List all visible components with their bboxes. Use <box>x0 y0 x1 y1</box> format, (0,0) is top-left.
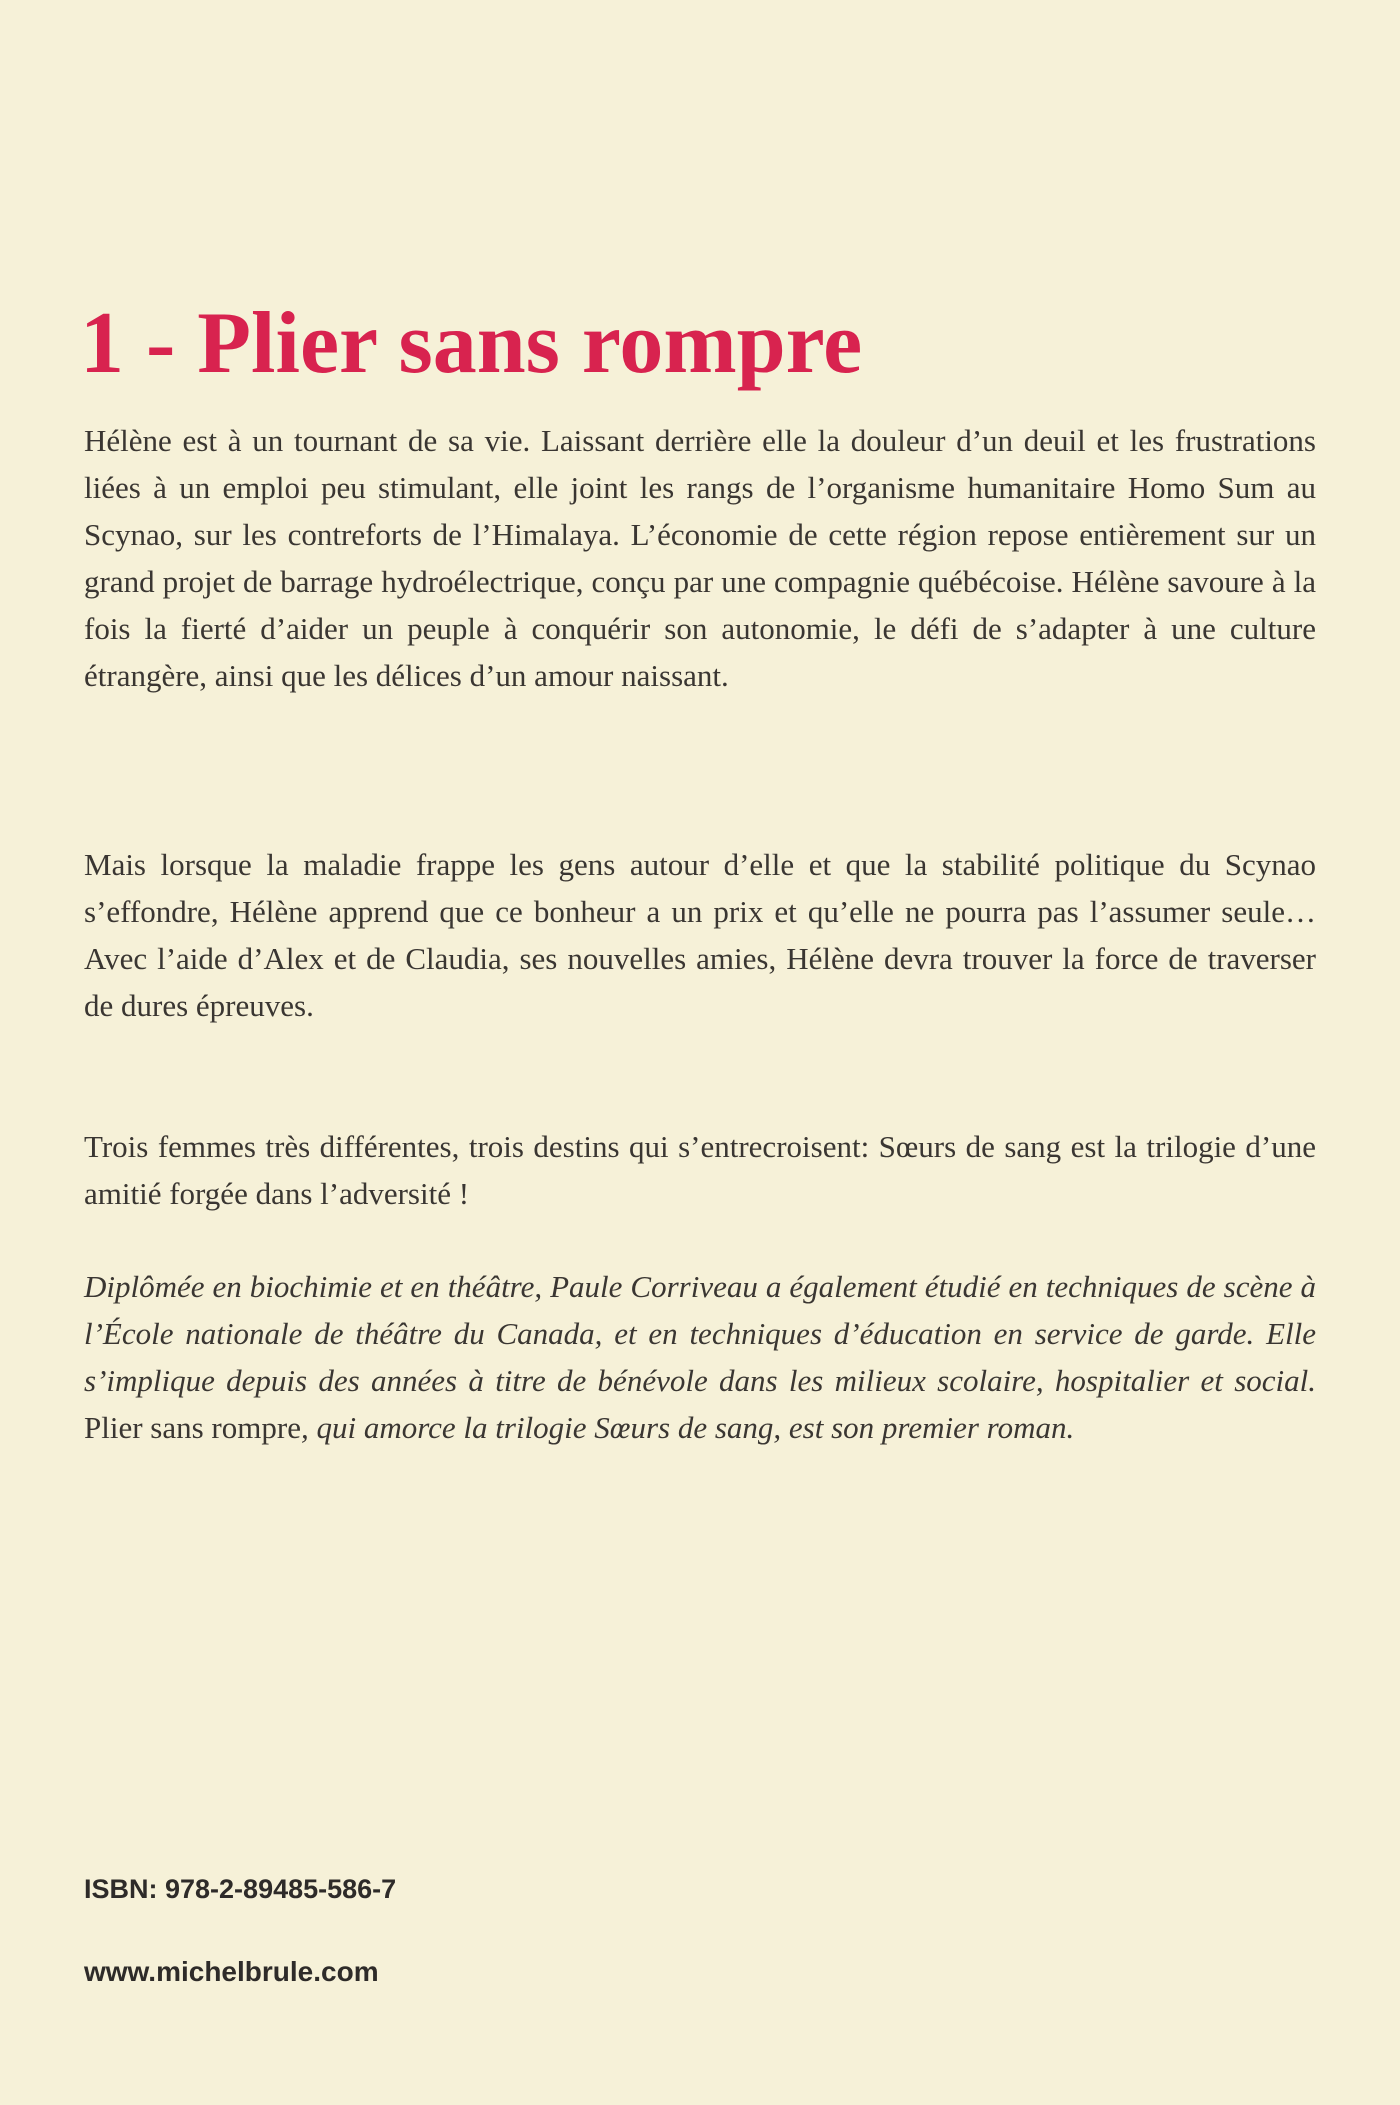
book-title: 1 - Plier sans rompre <box>80 295 863 392</box>
author-bio-book-title: Plier sans rompre <box>84 1410 301 1445</box>
synopsis-paragraph-2: Mais lorsque la maladie frappe les gens autour d’elle et que la stabilité politique du Scynao s’effondre, Hélène apprend que ce bonheur a un prix et qu’elle ne pourra pas l’assumer seule… Avec l’aide d’Alex et de Claudia, ses nouvelles amies, Hélène devra trouver la force de traverser de dures épreuves. <box>84 847 1316 1023</box>
author-bio-part-1: Diplômée en biochimie et en théâtre, Paule Corriveau a également étudié en techniques de scène à l’École nationale de théâtre du Canada, et en techniques d’éducation en service de garde. Elle s’implique depuis des années à titre de bénévole dans les milieux scolaire, hospitalier et social. <box>84 1269 1316 1398</box>
isbn: ISBN: 978-2-89485-586-7 <box>84 1874 397 1904</box>
synopsis-paragraph-1: Hélène est à un tournant de sa vie. Laissant derrière elle la douleur d’un deuil et les frustrations liées à un emploi peu stimulant, elle joint les rangs de l’organisme humanitaire Homo Sum au Scynao, sur les contreforts de l’Himalaya. L’économie de cette région repose entièrement sur un grand projet de barrage hydroélectrique, conçu par une compagnie québécoise. Hélène savoure à la fois la fierté d’aider un peuple à conquérir son autonomie, le défi de s’adapter à une culture étrangère, ainsi que les délices d’un amour naissant. <box>84 423 1316 693</box>
author-bio <box>84 1263 1316 1451</box>
author-bio-part-2: , qui amorce la trilogie Sœurs de sang, est son premier roman. <box>300 1410 1075 1445</box>
tagline-paragraph: Trois femmes très différentes, trois destins qui s’entrecroisent: Sœurs de sang est la trilogie d’une amitié forgée dans l’adversité ! <box>84 1129 1316 1211</box>
publisher-website: www.michelbrule.com <box>84 1956 379 1987</box>
